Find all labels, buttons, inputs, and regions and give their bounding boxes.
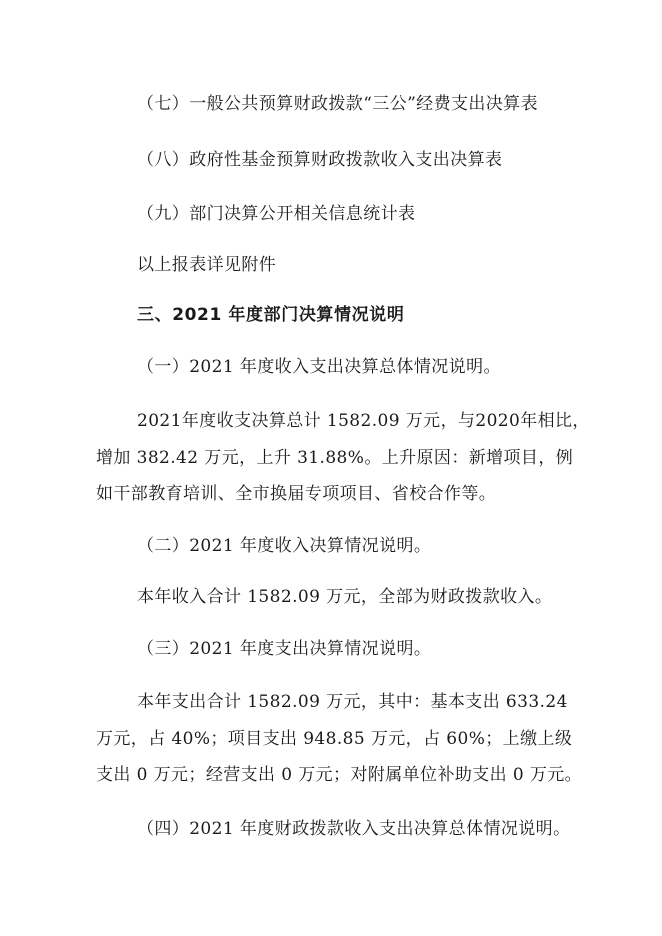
section-three-heading: 三、2021 年度部门决算情况说明 — [137, 305, 405, 325]
item-eight: （八）政府性基金预算财政拨款收入支出决算表 — [137, 150, 503, 170]
item-nine: （九）部门决算公开相关信息统计表 — [137, 204, 416, 224]
sub1-line-1: 2021年度收支决算总计 1582.09 万元，与2020年相比， — [137, 411, 590, 431]
sub1-line-2: 增加 382.42 万元，上升 31.88%。上升原因：新增项目，例 — [96, 448, 574, 468]
sub2-title: （二）2021 年度收入决算情况说明。 — [137, 536, 432, 556]
attachment-note: 以上报表详见附件 — [137, 255, 277, 275]
sub3-title: （三）2021 年度支出决算情况说明。 — [137, 639, 432, 659]
sub3-line-3: 支出 0 万元；经营支出 0 万元；对附属单位补助支出 0 万元。 — [96, 765, 583, 785]
item-seven: （七）一般公共预算财政拨款“三公”经费支出决算表 — [137, 94, 538, 114]
sub2-text: 本年收入合计 1582.09 万元，全部为财政拨款收入。 — [137, 587, 553, 607]
sub1-title: （一）2021 年度收入支出决算总体情况说明。 — [137, 357, 501, 377]
sub3-line-1: 本年支出合计 1582.09 万元，其中：基本支出 633.24 — [137, 692, 568, 712]
sub1-line-3: 如干部教育培训、全市换届专项项目、省校合作等。 — [96, 484, 497, 504]
sub3-line-2: 万元，占 40%；项目支出 948.85 万元，占 60%；上缴上级 — [96, 729, 573, 749]
sub4-title: （四）2021 年度财政拨款收入支出决算总体情况说明。 — [137, 819, 571, 839]
